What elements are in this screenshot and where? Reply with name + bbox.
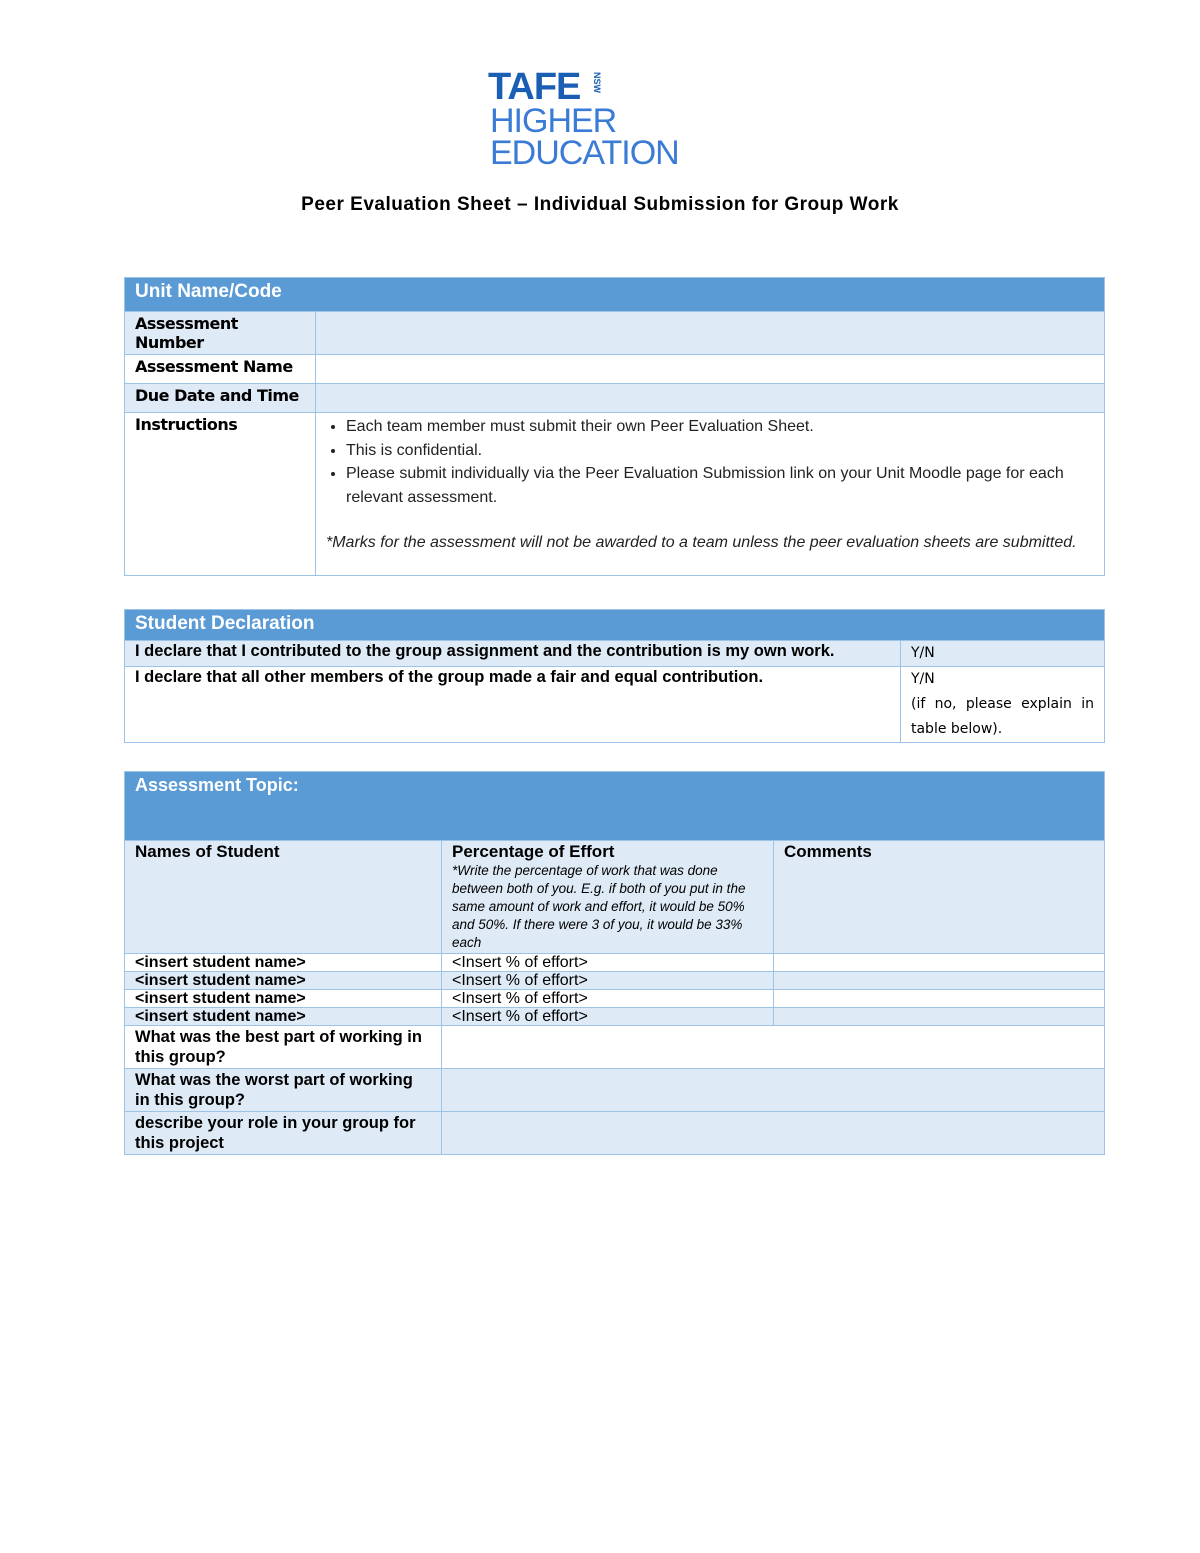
due-date-field[interactable] — [316, 384, 1105, 413]
best-part-answer[interactable] — [442, 1026, 1105, 1069]
instruction-item: • Please submit individually via the Peer Evaluation Submission link on your Unit Moodle page for each relevant assessment. — [346, 462, 1094, 509]
instructions-list — [326, 415, 1094, 509]
unit-name-code-header: Unit Name/Code — [125, 278, 1105, 312]
comments-heading: Comments — [774, 841, 1105, 954]
instruction-item: • This is confidential. — [346, 439, 1094, 463]
logo-higher-text: HIGHER — [490, 102, 617, 140]
declaration-own-work-answer[interactable]: Y/N — [900, 641, 1104, 667]
worst-part-answer[interactable] — [442, 1069, 1105, 1112]
student-effort-4[interactable]: <Insert % of effort> — [442, 1008, 774, 1026]
student-comment-3[interactable] — [774, 990, 1105, 1008]
instructions-content — [316, 413, 1105, 576]
role-question: describe your role in your group for this project — [125, 1112, 442, 1155]
student-declaration-table — [124, 609, 1105, 743]
tafe-logo — [488, 68, 718, 170]
student-name-4[interactable]: <insert student name> — [125, 1008, 442, 1026]
student-comment-4[interactable] — [774, 1008, 1105, 1026]
student-effort-1[interactable]: <Insert % of effort> — [442, 954, 774, 972]
student-effort-3[interactable]: <Insert % of effort> — [442, 990, 774, 1008]
assessment-number-field[interactable] — [316, 312, 1105, 355]
assessment-topic-table — [124, 771, 1105, 1155]
student-comment-2[interactable] — [774, 972, 1105, 990]
declaration-fair-contribution-answer: Y/N — [910, 671, 935, 687]
declaration-fair-contribution-note: (if no, please explain in table below). — [910, 696, 1094, 737]
student-name-3[interactable]: <insert student name> — [125, 990, 442, 1008]
student-comment-1[interactable] — [774, 954, 1105, 972]
logo-nsw-text: NSW — [592, 72, 602, 93]
student-name-2[interactable]: <insert student name> — [125, 972, 442, 990]
assessment-topic-header: Assessment Topic: — [125, 772, 1105, 841]
student-effort-2[interactable]: <Insert % of effort> — [442, 972, 774, 990]
instructions-label: Instructions — [125, 413, 316, 576]
declaration-fair-contribution: I declare that all other members of the group made a fair and equal contribution. — [125, 667, 901, 743]
due-date-label: Due Date and Time — [125, 384, 316, 413]
percentage-of-effort-heading: Percentage of Effort — [452, 842, 615, 861]
assessment-name-field[interactable] — [316, 355, 1105, 384]
declaration-fair-contribution-answer-cell[interactable] — [900, 667, 1104, 743]
declaration-own-work: I declare that I contributed to the group assignment and the contribution is my own work. — [125, 641, 901, 667]
instruction-item: • Each team member must submit their own Peer Evaluation Sheet. — [346, 415, 1094, 439]
role-answer[interactable] — [442, 1112, 1105, 1155]
names-of-student-heading: Names of Student — [125, 841, 442, 954]
logo-education-text: EDUCATION — [490, 134, 679, 172]
student-declaration-header: Student Declaration — [125, 610, 1105, 641]
assessment-name-label: Assessment Name — [125, 355, 316, 384]
logo-tafe-text: TAFE — [488, 66, 581, 108]
student-name-1[interactable]: <insert student name> — [125, 954, 442, 972]
marks-note: *Marks for the assessment will not be awarded to a team unless the peer evaluation sheets are submitted. — [326, 534, 1077, 551]
page-title: Peer Evaluation Sheet – Individual Submission for Group Work — [301, 194, 899, 215]
worst-part-question: What was the worst part of working in this group? — [125, 1069, 442, 1112]
assessment-number-label: Assessment Number — [125, 312, 316, 355]
unit-details-table — [124, 277, 1105, 576]
percentage-of-effort-heading-cell — [442, 841, 774, 954]
best-part-question: What was the best part of working in this group? — [125, 1026, 442, 1069]
percentage-of-effort-hint: *Write the percentage of work that was done between both of you. E.g. if both of you put in the same amount of work and effort, it would be 50% and 50%. If there were 3 of you, it would be 33% each — [452, 863, 746, 950]
